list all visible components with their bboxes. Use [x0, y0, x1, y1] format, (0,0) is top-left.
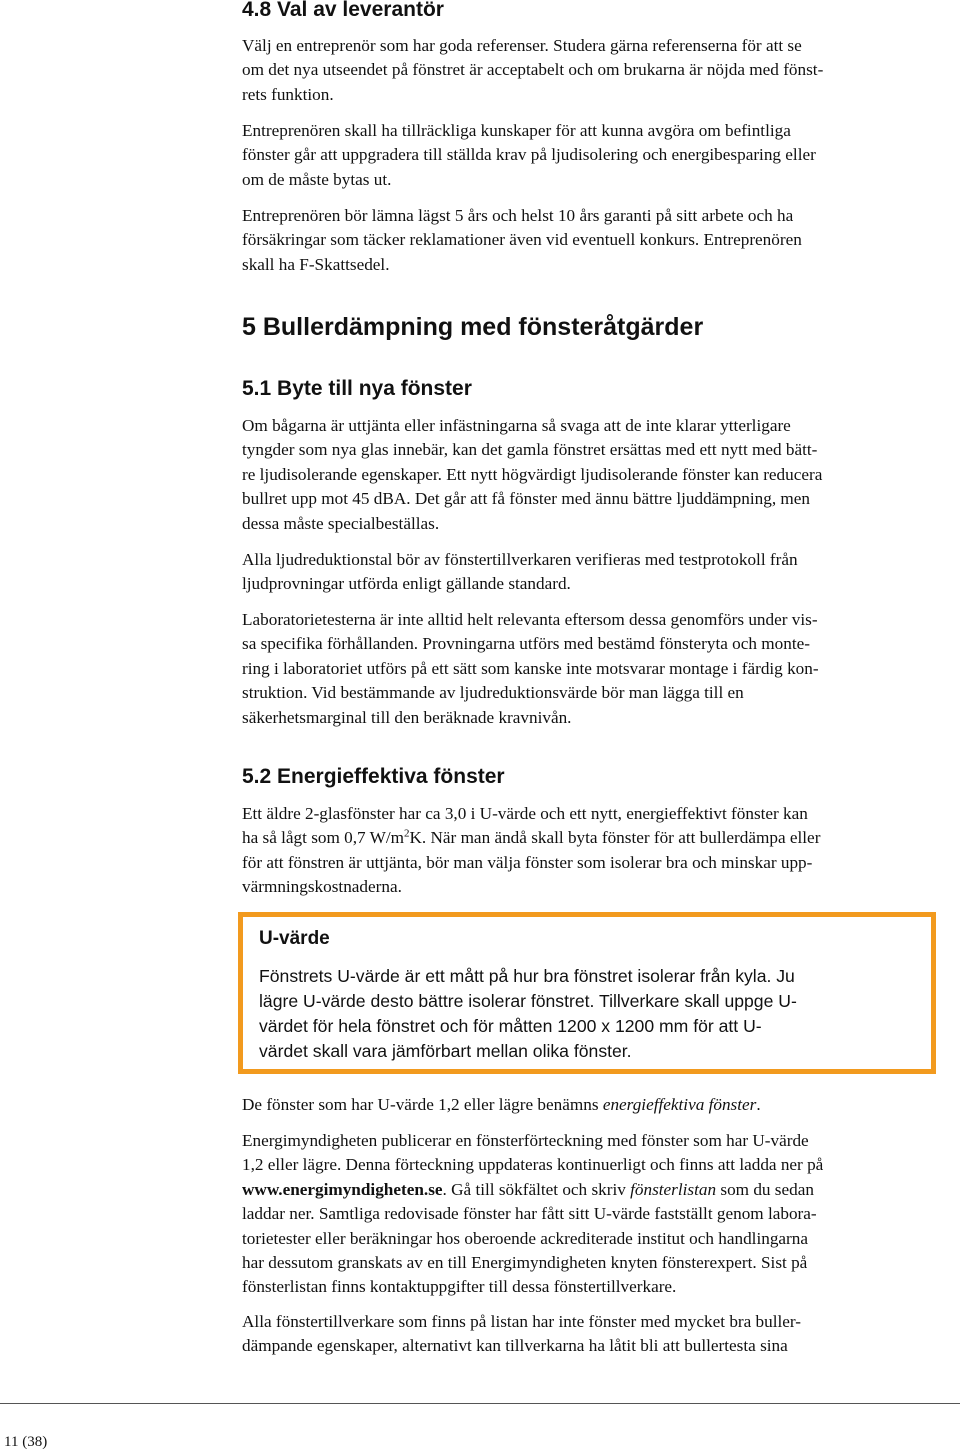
text-line: fönster går att uppgradera till ställda krav på ljudisolering och energibesparing eller	[242, 145, 816, 165]
text-segment: som du sedan	[716, 1179, 814, 1199]
paragraph-5-1-2	[242, 548, 958, 597]
text-line: Entreprenören bör lämna lägst 5 års och helst 10 års garanti på sitt arbete och ha	[242, 206, 794, 225]
text-line: skall ha F-Skattsedel.	[242, 254, 390, 274]
text-line: re ljudisolerande egenskaper. Ett nytt högvärdigt ljudisolerande fönster kan reducera	[242, 464, 823, 484]
text-line: Välj en entreprenör som har goda referenser. Studera gärna referenserna för att se	[242, 36, 802, 55]
text-line	[242, 1178, 958, 1202]
text-line: lägre U-värde desto bättre isolerar fönstret. Tillverkare skall uppge U-	[259, 991, 797, 1011]
paragraph-4-8-3	[242, 204, 958, 277]
paragraph-5-2-1	[242, 802, 958, 900]
superscript: 2	[404, 827, 410, 840]
text-line: värdet skall vara jämförbart mellan olika fönster.	[259, 1041, 632, 1061]
text-line: laddar ner. Samtliga redovisade fönster har fått sitt U-värde fastställt genom labora-	[242, 1204, 817, 1224]
text-line: 1,2 eller lägre. Denna förteckning uppdateras kontinuerligt och finns att ladda ner på	[242, 1155, 824, 1175]
website-link[interactable]: www.energimyndigheten.se	[242, 1179, 443, 1199]
text-segment: K. När man ändå skall byta fönster för att bullerdämpa eller	[409, 828, 821, 848]
heading-5-2: 5.2 Energieffektiva fönster	[242, 765, 505, 788]
text-line: Energimyndigheten publicerar en fönsterförteckning med fönster som har U-värde	[242, 1131, 809, 1150]
text-line: har dessutom granskats av en till Energimyndigheten knyten fönsterexpert. Sist på	[242, 1253, 808, 1273]
text-line: säkerhetsmarginal till den beräknade kravnivån.	[242, 707, 572, 727]
info-box-text	[259, 964, 919, 1064]
text-line: torietester eller beräkningar hos oberoende ackrediterade institut och handlingarna	[242, 1228, 808, 1248]
text-line: Alla fönstertillverkare som finns på listan har inte fönster med mycket bra buller-	[242, 1312, 802, 1331]
heading-5-1: 5.1 Byte till nya fönster	[242, 377, 472, 400]
text-line: bullret upp mot 45 dBA. Det går att få fönster med ännu bättre ljuddämpning, men	[242, 489, 811, 509]
text-segment: ha så lågt som 0,7 W/m	[242, 828, 404, 848]
text-line: dämpande egenskaper, alternativt kan tillverkarna ha låtit bli att bullertesta sina	[242, 1336, 788, 1356]
text-line: om det nya utseendet på fönstret är acceptabelt och om brukarna är nöjda med fönst-	[242, 60, 824, 80]
text-line: fönsterlistan finns kontaktuppgifter till dessa fönstertillverkare.	[242, 1277, 677, 1297]
page-number: 11 (38)	[4, 1434, 48, 1450]
emphasis: fönsterlistan	[630, 1179, 717, 1199]
footer-divider	[0, 1403, 960, 1404]
paragraph-4-8-2	[242, 119, 958, 192]
text-line: om de måste bytas ut.	[242, 169, 392, 189]
u-value-info-box	[238, 912, 936, 1074]
text-line: struktion. Vid bestämmande av ljudreduktionsvärde bör man lägga till en	[242, 683, 744, 703]
text-line	[242, 826, 958, 850]
heading-4-8: 4.8 Val av leverantör	[242, 0, 444, 21]
text-line: värdet för hela fönstret och för måtten 1200 x 1200 mm för att U-	[259, 1016, 762, 1036]
text-line: Om bågarna är uttjänta eller infästningarna så svaga att de inte klarar ytterligare	[242, 416, 791, 435]
paragraph-5-1-1	[242, 414, 958, 536]
emphasis: energieffektiva fönster	[602, 1095, 757, 1114]
text-segment: De fönster som har U-värde 1,2 eller lägre benämns	[242, 1095, 603, 1114]
text-segment: . Gå till sökfältet och skriv	[442, 1179, 631, 1199]
text-line: Fönstrets U-värde är ett mått på hur bra fönstret isolerar från kyla. Ju	[259, 966, 795, 986]
paragraph-5-2-4	[242, 1310, 958, 1359]
text-segment: .	[756, 1095, 761, 1114]
text-line: dessa måste specialbeställas.	[242, 513, 440, 533]
text-line: Laboratorietesterna är inte alltid helt relevanta eftersom dessa genomförs under vis-	[242, 610, 818, 629]
paragraph-4-8-1	[242, 34, 958, 107]
text-line: försäkringar som täcker reklamationer även vid eventuell konkurs. Entreprenören	[242, 230, 802, 250]
text-line: tyngder som nya glas innebär, kan det gamla fönstret ersättas med ett nytt med bätt-	[242, 440, 818, 460]
text-line: Ett äldre 2-glasfönster har ca 3,0 i U-värde och ett nytt, energieffektivt fönster kan	[242, 804, 808, 823]
info-box-title: U-värde	[259, 928, 330, 949]
text-line: rets funktion.	[242, 84, 334, 104]
text-line: för att fönstren är uttjänta, bör man välja fönster som isolerar bra och minskar upp-	[242, 852, 813, 872]
heading-5: 5 Bullerdämpning med fönsteråtgärder	[242, 313, 704, 341]
text-line: sa specifika förhållanden. Provningarna utförs med bestämd fönsteryta och monte-	[242, 634, 810, 654]
paragraph-5-1-3	[242, 608, 958, 730]
text-line: ljudprovningar utförda enligt gällande standard.	[242, 574, 571, 594]
text-line: Alla ljudreduktionstal bör av fönstertillverkaren verifieras med testprotokoll från	[242, 550, 798, 569]
paragraph-5-2-2	[242, 1093, 958, 1117]
paragraph-5-2-3	[242, 1129, 958, 1300]
text-line: ring i laboratoriet utförs på ett sätt som kanske inte motsvarar montage i färdig kon-	[242, 658, 819, 678]
text-line: värmningskostnaderna.	[242, 877, 402, 897]
text-line	[242, 1093, 958, 1117]
text-line: Entreprenören skall ha tillräckliga kunskaper för att kunna avgöra om befintliga	[242, 121, 791, 140]
